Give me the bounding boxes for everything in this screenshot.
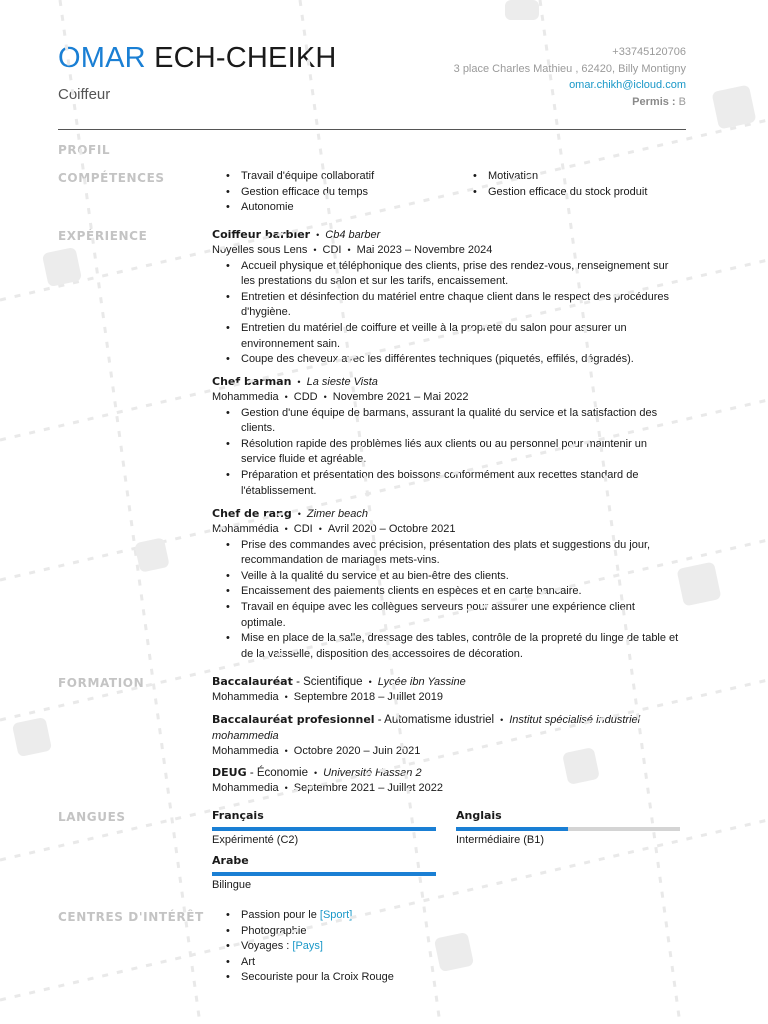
formation-dates: Septembre 2021 – Juillet 2022 bbox=[293, 782, 444, 794]
formation-degree: DEUG bbox=[212, 766, 247, 779]
language-level: Intermédiaire (B1) bbox=[456, 834, 545, 846]
formation-school: Lycée ibn Yassine bbox=[377, 676, 466, 688]
list-item: • Coupe des cheveux avec les différentes techniques (piquetés, effilés, dégradés). bbox=[212, 352, 682, 368]
separator-dot: • bbox=[284, 524, 288, 534]
formation-item bbox=[212, 674, 682, 706]
language-level-fill bbox=[456, 827, 568, 831]
address: 3 place Charles Mathieu , 62420, Billy Montigny bbox=[453, 62, 686, 75]
interest-text: Passion pour le bbox=[241, 909, 317, 921]
interests-list bbox=[212, 908, 672, 986]
separator-dot: • bbox=[368, 677, 372, 687]
formation-item bbox=[212, 765, 682, 797]
experience-heading bbox=[212, 374, 682, 390]
list-item: • Art bbox=[212, 955, 672, 971]
formation-school: Université Hassan 2 bbox=[323, 767, 422, 779]
separator-dot: • bbox=[500, 715, 504, 725]
list-item: • Mise en place de la salle, dressage des tables, contrôle de la propreté du linge de table et de la vaisselle, disposition des accessoires de décoration. bbox=[212, 631, 682, 662]
phone: +33745120706 bbox=[612, 46, 686, 58]
language-level-fill bbox=[212, 827, 436, 831]
experience-bullets bbox=[212, 538, 682, 663]
list-item: • Gestion efficace du temps bbox=[212, 185, 452, 201]
interest-tag: [Pays] bbox=[292, 940, 323, 953]
last-name: ECH-CHEIKH bbox=[154, 42, 337, 74]
list-item: • Gestion efficace du stock produit bbox=[459, 185, 699, 201]
formation-meta bbox=[212, 690, 682, 706]
list-item: • Résolution rapide des problèmes liés aux clients ou au personnel pour maintenir un service fluide et agréable. bbox=[212, 437, 682, 468]
section-competences: COMPÉTENCES bbox=[58, 171, 165, 185]
language-item bbox=[212, 853, 436, 892]
separator-dot: • bbox=[284, 746, 288, 756]
experience-title: Coiffeur barbier bbox=[212, 228, 311, 241]
interest-text: Voyages : bbox=[241, 940, 290, 953]
formation-meta bbox=[212, 744, 682, 760]
formation-meta bbox=[212, 781, 682, 797]
formation-degree: Baccalauréat bbox=[212, 675, 293, 688]
language-level: Expérimenté (C2) bbox=[212, 834, 299, 846]
list-item: • Gestion d'une équipe de barmans, assurant la qualité du service et la satisfaction des clients. bbox=[212, 406, 682, 437]
experience-item bbox=[212, 506, 682, 662]
language-level-bar bbox=[456, 827, 680, 831]
section-experience: EXPÉRIENCE bbox=[58, 229, 148, 243]
language-item bbox=[212, 808, 436, 847]
language-level-fill bbox=[212, 872, 436, 876]
separator-dot: • bbox=[297, 377, 301, 387]
language-level: Bilingue bbox=[212, 879, 252, 891]
formation-city: Mohammedia bbox=[212, 745, 279, 757]
experience-company: Cb4 barber bbox=[325, 229, 381, 241]
formation-school-line2: mohammedia bbox=[212, 730, 279, 742]
experience-item bbox=[212, 374, 682, 499]
separator-dot: • bbox=[313, 245, 317, 255]
language-name: Anglais bbox=[456, 809, 502, 822]
list-item bbox=[212, 939, 672, 955]
list-item bbox=[212, 908, 672, 924]
separator-dot: • bbox=[297, 509, 301, 519]
separator-dot: • bbox=[347, 245, 351, 255]
experience-title: Chef de rang bbox=[212, 507, 292, 520]
separator-dot: • bbox=[323, 392, 327, 402]
experience-contract: CDI bbox=[293, 523, 313, 535]
formation-heading bbox=[212, 712, 682, 728]
separator-dot: • bbox=[284, 392, 288, 402]
list-item: • Secouriste pour la Croix Rouge bbox=[212, 970, 672, 986]
formation-heading bbox=[212, 765, 682, 781]
experience-title: Chef barman bbox=[212, 375, 292, 388]
list-item: • Préparation et présentation des boissons conformément aux recettes standard de l'établissement. bbox=[212, 468, 682, 499]
separator-dot: • bbox=[284, 692, 288, 702]
section-formation: FORMATION bbox=[58, 676, 145, 690]
permis-value: B bbox=[678, 95, 686, 108]
experience-company: La sieste Vista bbox=[306, 376, 378, 388]
experience-company: Zimer beach bbox=[306, 508, 368, 520]
experience-city: Mohammédia bbox=[212, 523, 279, 535]
formation-field: - Économie bbox=[249, 767, 308, 779]
formation-field: - Scientifique bbox=[296, 676, 363, 688]
experience-dates: Avril 2020 – Octobre 2021 bbox=[327, 523, 456, 535]
language-level-bar bbox=[212, 872, 436, 876]
formation-city: Mohammedia bbox=[212, 782, 279, 794]
first-name: OMAR bbox=[58, 42, 146, 74]
formation-heading bbox=[212, 674, 682, 690]
experience-city: Mohammedia bbox=[212, 391, 279, 403]
list-item: • Entretien et désinfection du matériel entre chaque client dans le respect des procédures d'hygiène. bbox=[212, 290, 682, 321]
experience-dates: Mai 2023 – Novembre 2024 bbox=[356, 244, 493, 256]
formation-dates: Septembre 2018 – Juillet 2019 bbox=[293, 691, 444, 703]
section-langues: LANGUES bbox=[58, 810, 126, 824]
language-name: Arabe bbox=[212, 854, 249, 867]
experience-bullets bbox=[212, 259, 682, 368]
experience-item bbox=[212, 227, 682, 368]
experience-contract: CDI bbox=[322, 244, 342, 256]
experience-contract: CDD bbox=[293, 391, 318, 403]
formation-school-cont bbox=[212, 728, 682, 744]
experience-dates: Novembre 2021 – Mai 2022 bbox=[332, 391, 469, 403]
list-item: • Travail en équipe avec les collègues serveurs pour assurer une expérience client optimale. bbox=[212, 600, 682, 631]
experience-meta bbox=[212, 243, 682, 259]
language-level-bar bbox=[212, 827, 436, 831]
formation-dates: Octobre 2020 – Juin 2021 bbox=[293, 745, 421, 757]
formation-item bbox=[212, 712, 682, 760]
interest-tag: [Sport] bbox=[319, 909, 353, 921]
section-profil: PROFIL bbox=[58, 143, 111, 157]
experience-heading bbox=[212, 506, 682, 522]
list-item: • Autonomie bbox=[212, 200, 452, 216]
formation-city: Mohammedia bbox=[212, 691, 279, 703]
list-item: • Entretien du matériel de coiffure et veille à la propreté du salon pour assurer un environnement sain. bbox=[212, 321, 682, 352]
separator-dot: • bbox=[284, 783, 288, 793]
list-item: • Prise des commandes avec précision, présentation des plats et suggestions du jour, recommandation de mariages mets-vins. bbox=[212, 538, 682, 569]
permis bbox=[454, 94, 686, 111]
experience-meta bbox=[212, 390, 682, 406]
permis-label: Permis : bbox=[632, 95, 676, 108]
list-item: • Photographie bbox=[212, 924, 672, 940]
list-item: • Accueil physique et téléphonique des clients, prise des rendez-vous, renseignement sur les prestations du salon et sur les tarifs, encaissement. bbox=[212, 259, 682, 290]
list-item: • Travail d'équipe collaboratif bbox=[212, 169, 452, 185]
header-divider bbox=[58, 129, 686, 130]
experience-meta bbox=[212, 522, 682, 538]
section-interets: CENTRES D'INTÉRÊT bbox=[58, 910, 204, 924]
candidate-name bbox=[58, 42, 337, 75]
list-item: • Veille à la qualité du service et au bien-être des clients. bbox=[212, 569, 682, 585]
contact-block bbox=[454, 44, 686, 110]
list-item: • Encaissement des paiements clients en espèces et en carte bancaire. bbox=[212, 584, 682, 600]
separator-dot: • bbox=[313, 768, 318, 778]
skills-list-right bbox=[459, 169, 699, 200]
formation-field: - Automatisme idustriel bbox=[377, 714, 495, 726]
formation-school: Institut spécialisé industriel bbox=[509, 714, 641, 726]
skills-list-left bbox=[212, 169, 452, 216]
experience-city: Noyelles sous Lens bbox=[212, 244, 308, 256]
language-item bbox=[456, 808, 680, 847]
job-title: Coiffeur bbox=[58, 86, 111, 103]
separator-dot: • bbox=[316, 230, 320, 240]
experience-bullets bbox=[212, 406, 682, 500]
email-link[interactable]: omar.chikh@icloud.com bbox=[569, 79, 686, 91]
language-name: Français bbox=[212, 809, 264, 822]
formation-degree: Baccalauréat profesionnel bbox=[212, 713, 375, 726]
experience-heading bbox=[212, 227, 682, 243]
list-item: • Motivation bbox=[459, 169, 699, 185]
separator-dot: • bbox=[318, 524, 322, 534]
